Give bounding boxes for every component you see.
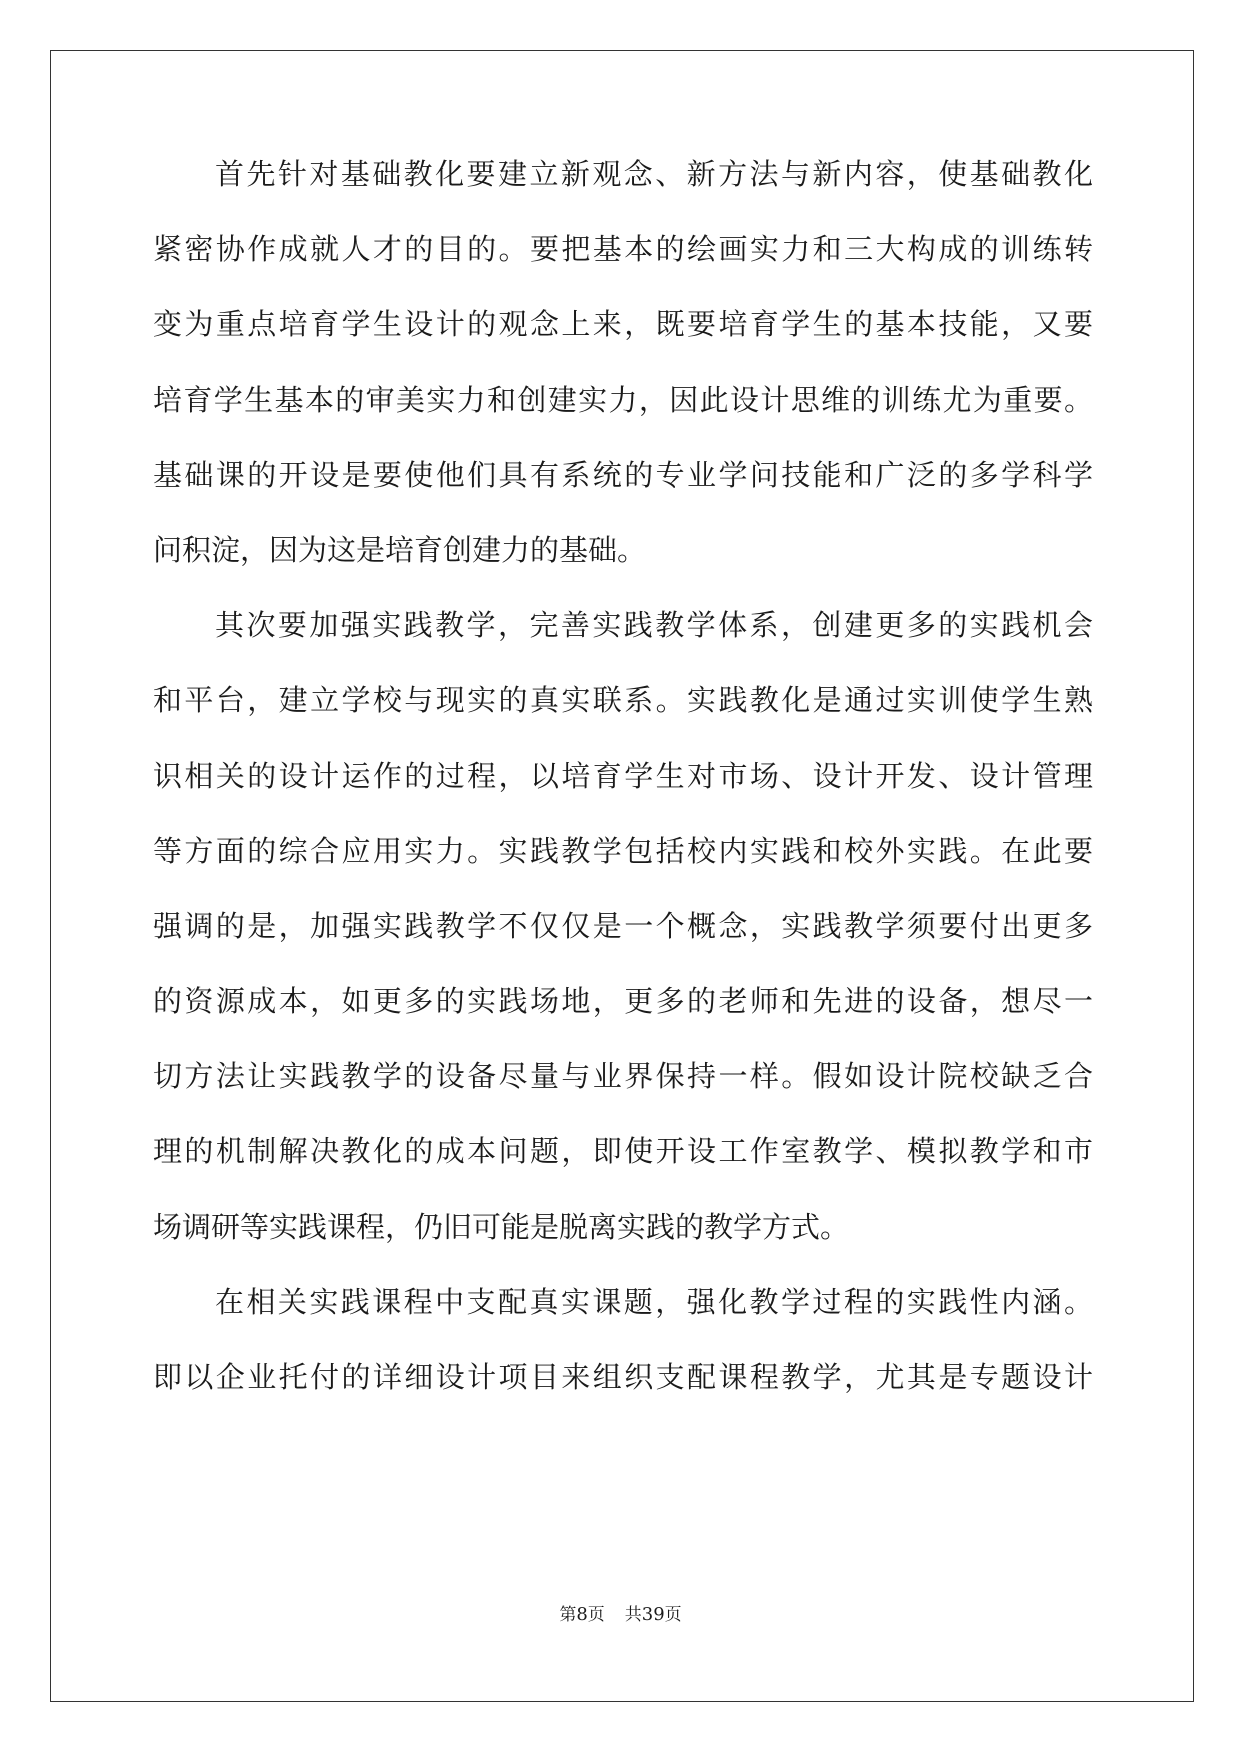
text-line: 场调研等实践课程，仍旧可能是脱离实践的教学方式。 <box>153 1209 850 1244</box>
text-line: 变为重点培育学生设计的观念上来，既要培育学生的基本技能，又要 <box>153 307 1093 342</box>
text-line: 等方面的综合应用实力。实践教学包括校内实践和校外实践。在此要 <box>153 833 1093 868</box>
text-line: 基础课的开设是要使他们具有系统的专业学问技能和广泛的多学科学 <box>153 457 1093 492</box>
text-line: 理的机制解决教化的成本问题，即使开设工作室教学、模拟教学和市 <box>153 1134 1093 1169</box>
text-line: 首先针对基础教化要建立新观念、新方法与新内容，使基础教化 <box>215 157 1093 191</box>
text-line: 即以企业托付的详细设计项目来组织支配课程教学，尤其是专题设计 <box>153 1360 1093 1394</box>
total-suffix: 页 <box>664 1605 682 1625</box>
page-suffix: 页 <box>587 1605 605 1625</box>
text-line: 问积淀，因为这是培育创建力的基础。 <box>153 532 647 567</box>
page-prefix: 第 <box>559 1605 577 1625</box>
body-text <box>153 157 1093 1438</box>
text-line: 切方法让实践教学的设备尽量与业界保持一样。假如设计院校缺乏合 <box>153 1059 1093 1094</box>
text-line: 强调的是，加强实践教学不仅仅是一个概念，实践教学须要付出更多 <box>153 908 1093 943</box>
total-prefix: 共 <box>624 1605 642 1625</box>
text-line: 培育学生基本的审美实力和创建实力，因此设计思维的训练尤为重要。 <box>153 382 1093 417</box>
text-line: 在相关实践课程中支配真实课题，强化教学过程的实践性内涵。 <box>215 1284 1093 1319</box>
text-line: 和平台，建立学校与现实的真实联系。实践教化是通过实训使学生熟 <box>153 683 1093 718</box>
text-line: 紧密协作成就人才的目的。要把基本的绘画实力和三大构成的训练转 <box>153 232 1093 267</box>
page-number: 8 <box>576 1604 588 1625</box>
text-line: 的资源成本，如更多的实践场地，更多的老师和先进的设备，想尽一 <box>153 984 1093 1019</box>
text-line: 识相关的设计运作的过程，以培育学生对市场、设计开发、设计管理 <box>153 758 1093 793</box>
total-pages: 39 <box>641 1604 665 1625</box>
page-footer <box>0 1600 1241 1625</box>
text-line: 其次要加强实践教学，完善实践教学体系，创建更多的实践机会 <box>215 608 1093 643</box>
